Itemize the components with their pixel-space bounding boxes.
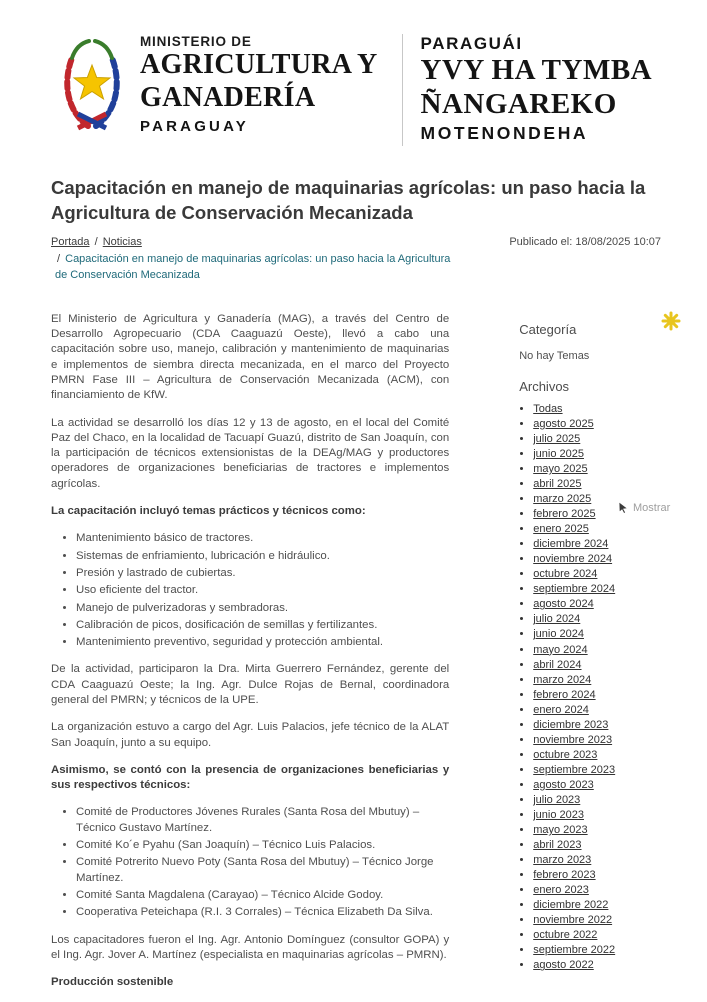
guarani-line-1: PARAGUÁI [420,34,523,53]
production-heading: Producción sostenible [51,976,174,989]
archive-item [533,477,661,492]
archive-link[interactable]: enero 2025 [533,523,589,536]
archive-item [533,643,661,658]
archive-item [533,733,661,748]
main-content [0,146,707,1002]
category-empty-text: No hay Temas [519,349,590,362]
guarani-line-4: MOTENONDEHA [420,123,589,144]
archive-item [533,627,661,642]
breadcrumb-line-1 [51,235,461,251]
guarani-wordmark [421,34,653,144]
archive-item [533,658,661,673]
archive-item [533,703,661,718]
breadcrumb-current: Capacitación en manejo de maquinarias agrícolas: un paso hacia la Agricultura de Conservación Mecanizada [55,252,451,281]
archive-item [533,823,661,838]
paragraph-4: La organización estuvo a cargo del Agr. Luis Palacios, jefe técnico de la ALAT San Joaquín, junto a su equipo. [51,721,450,749]
archive-link[interactable]: julio 2023 [533,793,581,806]
archive-item [533,838,661,853]
archive-link[interactable]: abril 2024 [533,658,582,671]
archive-item [533,552,661,567]
breadcrumb-noticias-link[interactable]: Noticias [102,235,142,248]
archive-link[interactable]: diciembre 2023 [533,718,609,731]
breadcrumb [51,235,461,284]
archive-item [533,868,661,883]
topic-item: • Mantenimiento preventivo, seguridad y protección ambiental. [76,635,449,650]
archive-link[interactable]: marzo 2025 [533,493,592,506]
archives-title: Archivos [519,378,570,394]
archive-link[interactable]: junio 2023 [533,809,584,822]
topic-item: • Calibración de picos, dosificación de semillas y fertilizantes. [76,618,449,633]
archive-link[interactable]: junio 2025 [533,447,584,460]
archive-item [533,853,661,868]
archive-link[interactable]: octubre 2023 [533,748,598,761]
topic-item: • Mantenimiento básico de tractores. [76,531,449,546]
guarani-line-2: YVY HA TYMBA [420,54,653,86]
archive-link[interactable]: agosto 2023 [533,778,594,791]
header-divider [402,34,403,146]
topics-list [51,531,449,650]
archive-link[interactable]: diciembre 2022 [533,899,609,912]
organization-item: • Comité de Productores Jóvenes Rurales (Santa Rosa del Mbutuy) – Técnico Gustavo Martínez. [76,805,449,836]
archive-link[interactable]: septiembre 2023 [533,763,616,776]
archive-link[interactable]: marzo 2024 [533,673,592,686]
archive-link[interactable]: febrero 2024 [533,688,596,701]
archive-list [519,402,661,974]
topic-item: • Manejo de pulverizadoras y sembradoras. [76,601,449,616]
archive-item [533,673,661,688]
archive-link[interactable]: febrero 2025 [533,508,596,521]
topics-heading: La capacitación incluyó temas prácticos y técnicos como: [51,505,366,518]
archive-link[interactable]: mayo 2023 [533,824,588,837]
paragraph-1: El Ministerio de Agricultura y Ganadería (MAG), a través del Centro de Desarrollo Agropecuario (CDA Caaguazú Oeste), llevó a cabo una capacitación sobre uso, manejo, calibración y mantenimiento de maquinarias e implementos de siembra directa mecanizada, en el marco del Proyecto PMRN Fase III – Agricultura de Conservación Mecanizada (ACM), con financiamiento de KfW. [51,312,450,402]
paragraph-2: La actividad se desarrolló los días 12 y 13 de agosto, en el local del Comité Paz del Chaco, en la localidad de Tacuapí Guazú, distrito de San Joaquín, con la participación de técnicos extensionistas de la DEAg/MAG y productores operadores de organizaciones beneficiarias de tractores e implementos agrícolas. [51,416,450,490]
archive-link[interactable]: mayo 2024 [533,643,588,656]
site-header [0,0,707,146]
organization-item: • Comité Potrerito Nuevo Poty (Santa Rosa del Mbutuy) – Técnico Jorge Martínez. [76,855,449,886]
archive-link[interactable]: marzo 2023 [533,854,592,867]
archive-link[interactable]: abril 2023 [533,839,582,852]
archive-item [533,763,661,778]
archive-item [533,567,661,582]
ministry-line-4: PARAGUAY [140,117,249,135]
archive-link[interactable]: octubre 2022 [533,929,598,942]
archive-item [533,402,661,417]
coat-of-arms-icon [54,32,130,136]
guarani-line-3: ÑANGAREKO [420,87,617,120]
asterisk-icon [661,311,681,331]
mag-logo[interactable] [54,32,130,141]
archive-item [533,898,661,913]
archive-link[interactable]: enero 2023 [533,884,589,897]
organization-item: • Comité Santa Magdalena (Carayao) – Técnico Alcide Godoy. [76,888,449,903]
archive-link[interactable]: octubre 2024 [533,568,598,581]
archive-item [533,808,661,823]
archive-link[interactable]: noviembre 2024 [533,553,613,566]
archive-link[interactable]: noviembre 2023 [533,733,613,746]
breadcrumb-home-link[interactable]: Portada [51,235,90,248]
archive-link[interactable]: agosto 2022 [533,959,594,972]
organization-item: • Cooperativa Peteichapa (R.I. 3 Corrales) – Técnica Elizabeth Da Silva. [76,905,449,920]
topic-item: • Uso eficiente del tractor. [76,583,449,598]
breadcrumb-line-2 [51,252,461,284]
archive-item [533,417,661,432]
paragraph-5: Los capacitadores fueron el Ing. Agr. Antonio Domínguez (consultor GOPA) y el Ing. Agr. Jover A. Martínez (especialista en maquinarias agrícolas – PMRN). [51,933,450,961]
organization-item: • Comité Ko´e Pyahu (San Joaquín) – Técnico Luis Palacios. [76,838,449,853]
ministry-line-2: AGRICULTURA Y [140,49,378,80]
cursor-icon [618,501,629,514]
ministry-wordmark [140,34,378,135]
meta-row [51,235,661,284]
archive-link[interactable]: febrero 2023 [533,869,596,882]
archive-link[interactable]: julio 2024 [533,613,581,626]
archive-item [533,928,661,943]
archive-link[interactable]: mayo 2025 [533,462,588,475]
archive-link[interactable]: agosto 2024 [533,598,594,611]
archive-item [533,748,661,763]
ministry-line-1: MINISTERIO DE [140,34,252,49]
archive-link[interactable]: diciembre 2024 [533,538,609,551]
archive-item [533,612,661,627]
archive-link[interactable]: enero 2024 [533,703,589,716]
archive-item [533,597,661,612]
archive-link[interactable]: junio 2024 [533,628,584,641]
archive-item [533,447,661,462]
tooltip-label: Mostrar [633,501,671,514]
page-title: Capacitación en manejo de maquinarias agrícolas: un paso hacia la Agricultura de Conservación Mecanizada [51,177,646,223]
archive-link[interactable]: agosto 2025 [533,417,594,430]
archive-link[interactable]: abril 2025 [533,477,582,490]
archive-link[interactable]: septiembre 2024 [533,583,616,596]
breadcrumb-separator: / [94,235,98,248]
category-title: Categoría [519,321,577,337]
archive-item [533,688,661,703]
archive-item [533,582,661,597]
breadcrumb-separator: / [57,252,61,265]
archive-item [533,883,661,898]
ministry-line-3: GANADERÍA [140,81,316,113]
archive-item [533,718,661,733]
sidebar [519,312,661,1002]
organizations-heading: Asimismo, se contó con la presencia de organizaciones beneficiarias y sus respectivos técnicos: [51,763,450,792]
published-date: Publicado el: 18/08/2025 10:07 [509,235,661,248]
archive-item [533,958,661,973]
archive-link[interactable]: julio 2025 [533,432,581,445]
archive-item [533,432,661,447]
content-row [51,312,661,1002]
organizations-list [51,805,449,920]
archive-item [533,462,661,477]
archive-link[interactable]: noviembre 2022 [533,914,613,927]
archive-item [533,778,661,793]
archive-item [533,537,661,552]
archive-link[interactable]: septiembre 2022 [533,944,616,957]
topic-item: • Sistemas de enfriamiento, lubricación e hidráulico. [76,549,449,564]
accessibility-widget-button[interactable] [661,311,681,331]
archive-item [533,943,661,958]
paragraph-3: De la actividad, participaron la Dra. Mirta Guerrero Fernández, gerente del CDA Caaguazú Oeste; la Ing. Agr. Dulce Rojas de Bernal, coordinadora general del PMRN; y técnicos de la UPE. [51,663,450,706]
archive-link[interactable]: Todas [533,402,563,415]
archive-item [533,913,661,928]
topic-item: • Presión y lastrado de cubiertas. [76,566,449,581]
article-body [51,312,449,1002]
archive-item [533,793,661,808]
archive-item [533,522,661,537]
mostrar-tooltip [616,500,675,515]
